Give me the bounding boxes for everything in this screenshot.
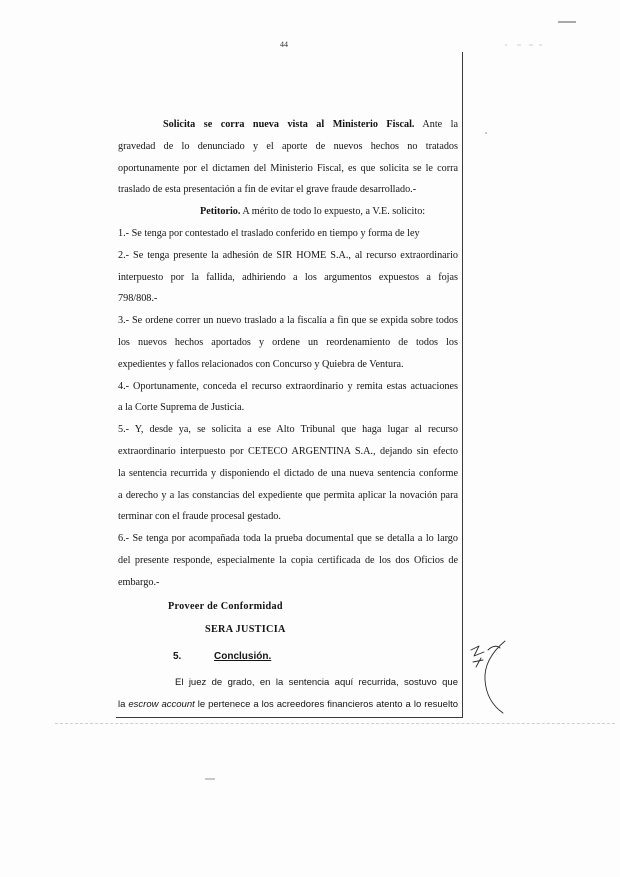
text-line: a la Corte Suprema de Justicia. — [118, 402, 245, 414]
text-line: 2.- Se tenga presente la adhesión de SIR HOME S.A., al recurso extraordinario — [118, 249, 458, 261]
text-line: los nuevos hechos aportados y ordene un reordenamiento de todos los — [118, 336, 458, 348]
text-line: 3.- Se ordene correr un nuevo traslado a la fiscalía a fin que se expida sobre todos — [118, 315, 458, 327]
text-run: la — [118, 699, 129, 710]
section-number: 5. — [173, 651, 182, 662]
text-line: interpuesto por la fallida, adhiriendo a los argumentos expuestos a fojas — [118, 271, 458, 283]
signature — [471, 641, 505, 713]
text-run: le pertenece a los acreedores financieros atento a lo resuelto — [194, 699, 459, 710]
text-line — [118, 201, 458, 223]
petitorio-item-4 — [118, 376, 458, 420]
text-line: embargo.- — [118, 576, 160, 588]
petitorio-intro: A mérito de todo lo expuesto, a V.E. solicito: — [240, 206, 426, 218]
text-line: oportunamente por el dictamen del Ministerio Fiscal, es que solicita se le corra — [118, 162, 458, 174]
petitorio-heading: Petitorio. — [200, 206, 241, 218]
text-line: extraordinario interpuesto por CETECO ARGENTINA S.A., dejando sin efecto — [118, 445, 458, 457]
document-body — [118, 114, 458, 594]
section-title: Conclusión. — [214, 651, 272, 662]
petitorio-item-2 — [118, 245, 458, 310]
petitorio-item-6 — [118, 528, 458, 593]
text-line: 798/808.- — [118, 293, 158, 305]
text-line: 1.- Se tenga por contestado el traslado conferido en tiempo y forma de ley — [118, 227, 420, 239]
text-line: El juez de grado, en la sentencia aquí recurrida, sostuvo que — [175, 677, 458, 688]
section-petitorio — [118, 201, 458, 593]
text-line: 4.- Oportunamente, conceda el recurso extraordinario y remita estas actuaciones — [118, 380, 458, 392]
text-line: expedientes y fallos relacionados con Concurso y Quiebra de Ventura. — [118, 358, 404, 370]
scan-dot — [485, 132, 487, 134]
text-line: traslado de esta presentación a fin de evitar el grave fraude desarrollado.- — [118, 184, 417, 196]
petitorio-item-1 — [118, 223, 458, 245]
scan-edge-line — [55, 723, 615, 724]
bottom-rule — [116, 717, 463, 718]
section-heading-solicita: Solicita se corra nueva vista al Ministerio Fiscal. — [163, 119, 415, 130]
text-line — [118, 114, 458, 136]
page-number: 44 — [280, 40, 288, 49]
closing-sera-justicia: SERA JUSTICIA — [205, 624, 286, 635]
italic-term: escrow account — [128, 699, 195, 710]
text-run: Ante la — [414, 119, 458, 130]
closing-proveer: Proveer de Conformidad — [168, 601, 283, 612]
text-line: del presente responde, especialmente la copia certificada de los dos Oficios de — [118, 554, 458, 566]
text-line: 6.- Se tenga por acompañada toda la prueba documental que se detalla a lo largo — [118, 533, 458, 545]
petitorio-item-5 — [118, 419, 458, 528]
text-line: 5.- Y, desde ya, se solicita a ese Alto Tribunal que haga lugar al recurso — [118, 424, 458, 436]
text-line — [118, 698, 458, 712]
right-margin-line — [462, 52, 463, 718]
section-solicita-vista — [118, 114, 458, 201]
text-line: terminar con el fraude procesal gestado. — [118, 511, 281, 523]
text-line: la sentencia recurrida y disponiendo el dictado de una nueva sentencia conforme — [118, 467, 458, 479]
petitorio-item-3 — [118, 310, 458, 375]
text-line: gravedad de lo denunciado y el aporte de nuevos hechos no tratados — [118, 140, 458, 152]
text-line: a derecho y a las constancias del expediente que permita aplicar la novación para — [118, 489, 458, 501]
